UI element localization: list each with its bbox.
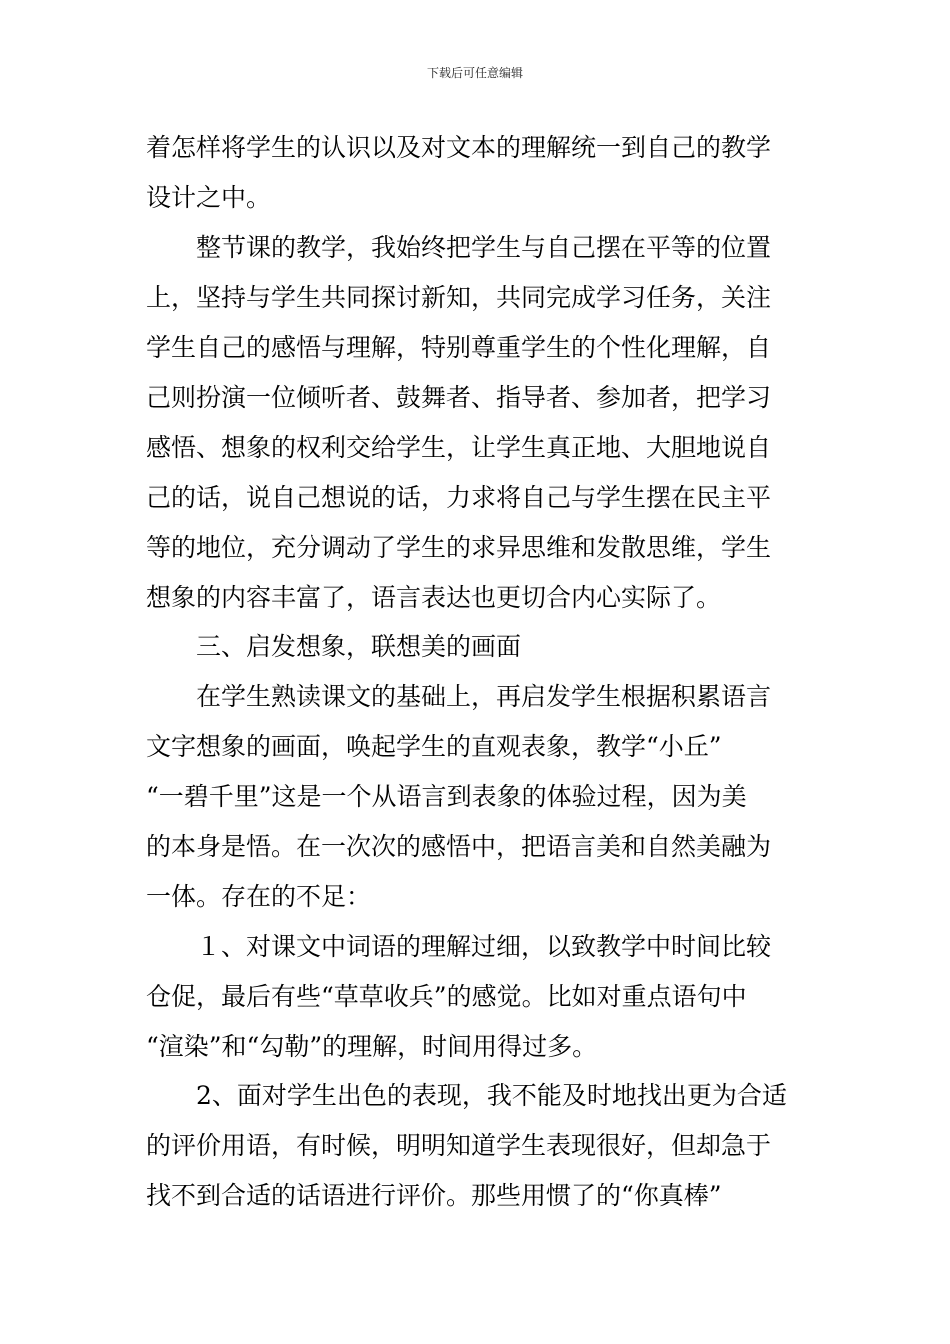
section-heading: 三、启发想象，联想美的画面 <box>146 632 522 661</box>
page-header: 下载后可任意编辑 <box>426 66 523 80</box>
text-line: 己则扮演一位倾听者、鼓舞者、指导者、参加者，把学习 <box>146 383 772 412</box>
text-line: 文字想象的画面，唤起学生的直观表象，教学“小丘” <box>146 732 722 761</box>
text-line: １、对课文中词语的理解过细，以致教学中时间比较 <box>146 932 772 961</box>
text-line: 一体。存在的不足： <box>146 882 372 911</box>
text-line: 等的地位，充分调动了学生的求异思维和发散思维，学生 <box>146 533 772 562</box>
text-line: 己的话，说自己想说的话，力求将自己与学生摆在民主平 <box>146 483 772 512</box>
text-line: 2、面对学生出色的表现，我不能及时地找出更为合适 <box>146 1081 787 1110</box>
text-line: “渲染”和“勾勒”的理解，时间用得过多。 <box>146 1032 598 1061</box>
text-line: 上，坚持与学生共同探讨新知，共同完成学习任务，关注 <box>146 283 772 312</box>
text-line: 找不到合适的话语进行评价。那些用惯了的“你真棒” <box>146 1181 722 1210</box>
text-line: 在学生熟读课文的基础上，再启发学生根据积累语言 <box>146 682 772 711</box>
text-line: “一碧千里”这是一个从语言到表象的体验过程，因为美 <box>146 782 747 811</box>
text-line: 感悟、想象的权利交给学生，让学生真正地、大胆地说自 <box>146 433 772 462</box>
text-line: 的本身是悟。在一次次的感悟中，把语言美和自然美融为 <box>146 832 772 861</box>
text-line: 整节课的教学，我始终把学生与自己摆在平等的位置 <box>146 233 772 262</box>
text-line: 的评价用语，有时候，明明知道学生表现很好，但却急于 <box>146 1131 772 1160</box>
text-line: 学生自己的感悟与理解，特别尊重学生的个性化理解，自 <box>146 333 772 362</box>
text-line: 想象的内容丰富了，语言表达也更切合内心实际了。 <box>146 583 722 612</box>
text-line: 仓促，最后有些“草草收兵”的感觉。比如对重点语句中 <box>146 982 747 1011</box>
text-line: 着怎样将学生的认识以及对文本的理解统一到自己的教学 <box>146 133 772 162</box>
text-line: 设计之中。 <box>146 183 272 212</box>
